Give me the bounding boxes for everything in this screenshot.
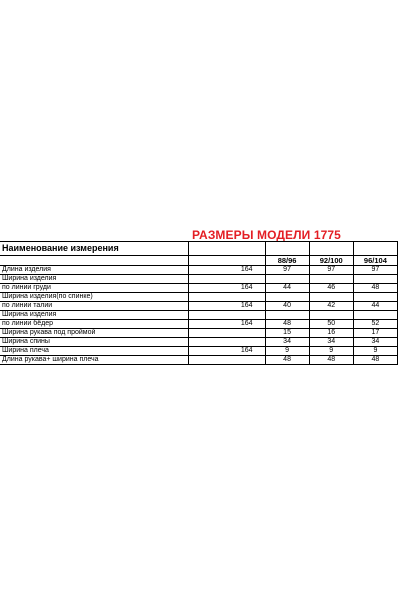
measurement-name: Ширина изделия — [0, 275, 188, 284]
size-value: 40 — [265, 302, 309, 311]
header-base — [188, 242, 265, 256]
size-value — [265, 275, 309, 284]
size-value: 48 — [265, 356, 309, 365]
measurement-name: Ширина рукава под проймой — [0, 329, 188, 338]
size-value: 9 — [265, 347, 309, 356]
table-row — [0, 320, 398, 329]
size-row-base — [188, 256, 265, 266]
size-value: 48 — [265, 320, 309, 329]
header-size-spacer — [309, 242, 353, 256]
size-value: 34 — [353, 338, 397, 347]
size-value: 9 — [353, 347, 397, 356]
measurements-table — [0, 241, 398, 365]
size-value: 17 — [353, 329, 397, 338]
table-row — [0, 266, 398, 275]
measurement-name: Ширина плеча — [0, 347, 188, 356]
base-value: 164 — [188, 320, 265, 329]
measurement-name: Ширина спины — [0, 338, 188, 347]
table-row — [0, 275, 398, 284]
size-value — [265, 311, 309, 320]
size-value — [309, 293, 353, 302]
measurement-name: по линии груди — [0, 284, 188, 293]
base-value: 164 — [188, 266, 265, 275]
size-value — [309, 275, 353, 284]
base-value: 164 — [188, 347, 265, 356]
size-value: 9 — [309, 347, 353, 356]
size-value — [353, 275, 397, 284]
table-row — [0, 338, 398, 347]
base-value — [188, 329, 265, 338]
header-measurement-name: Наименование измерения — [0, 242, 188, 256]
table-row — [0, 302, 398, 311]
measurement-name: Ширина изделия — [0, 311, 188, 320]
table-row — [0, 284, 398, 293]
size-value: 44 — [353, 302, 397, 311]
table-row — [0, 293, 398, 302]
size-value: 15 — [265, 329, 309, 338]
size-value: 97 — [353, 266, 397, 275]
measurement-name: Длина рукава+ ширина плеча — [0, 356, 188, 365]
size-value — [309, 311, 353, 320]
base-value — [188, 275, 265, 284]
base-value — [188, 338, 265, 347]
size-value: 46 — [309, 284, 353, 293]
measurement-name: по линии бёдер — [0, 320, 188, 329]
size-value: 34 — [265, 338, 309, 347]
size-value: 50 — [309, 320, 353, 329]
size-value — [265, 293, 309, 302]
size-value: 44 — [265, 284, 309, 293]
table-row — [0, 329, 398, 338]
table-row — [0, 347, 398, 356]
size-header: 96/104 — [353, 256, 397, 266]
size-value: 97 — [265, 266, 309, 275]
size-value — [353, 311, 397, 320]
header-size-spacer — [353, 242, 397, 256]
size-value — [353, 293, 397, 302]
size-header: 88/96 — [265, 256, 309, 266]
size-value: 34 — [309, 338, 353, 347]
header-size-spacer — [265, 242, 309, 256]
size-value: 48 — [309, 356, 353, 365]
base-value: 164 — [188, 284, 265, 293]
size-value: 48 — [353, 356, 397, 365]
base-value — [188, 293, 265, 302]
size-value: 52 — [353, 320, 397, 329]
table-row — [0, 311, 398, 320]
measurement-name: Длина изделия — [0, 266, 188, 275]
table-row — [0, 356, 398, 365]
size-value: 48 — [353, 284, 397, 293]
size-row-name — [0, 256, 188, 266]
size-header: 92/100 — [309, 256, 353, 266]
chart-title: РАЗМЕРЫ МОДЕЛИ 1775 — [192, 228, 341, 242]
base-value: 164 — [188, 302, 265, 311]
measurement-name: по линии талии — [0, 302, 188, 311]
size-value: 97 — [309, 266, 353, 275]
size-value: 42 — [309, 302, 353, 311]
base-value — [188, 311, 265, 320]
measurement-name: Ширина изделия(по спинке) — [0, 293, 188, 302]
base-value — [188, 356, 265, 365]
size-value: 16 — [309, 329, 353, 338]
